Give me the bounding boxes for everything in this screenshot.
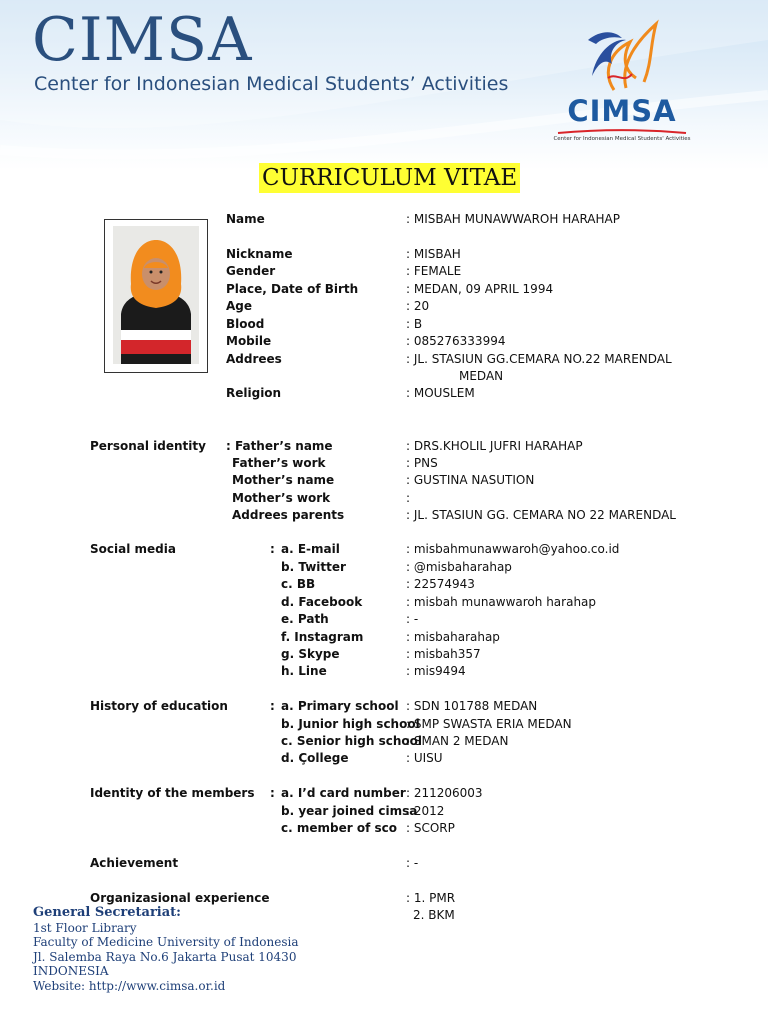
heading-social-media: Social media [90, 542, 176, 556]
cimsa-logo [552, 12, 692, 147]
heading-education: History of education [90, 699, 228, 713]
label-name: Name [226, 212, 265, 226]
value-birth: : MEDAN, 09 APRIL 1994 [406, 282, 554, 296]
cimsa-emblem-icon [552, 12, 692, 97]
logo-subtext: Center for Indonesian Medical Students' Activities [553, 136, 691, 142]
label-email: a. E-mail [281, 542, 340, 556]
label-address: Addrees [226, 352, 282, 366]
heading-personal-identity: Personal identity [90, 439, 206, 453]
label-mothers-name: Mother’s name [232, 473, 335, 487]
value-facebook: : misbah munawwaroh harahap [406, 595, 597, 609]
value-member-sco: : SCORP [406, 821, 455, 835]
value-blood: : B [406, 317, 423, 331]
label-bb: c. BB [281, 577, 316, 591]
value-twitter: : @misbaharahap [406, 560, 512, 574]
label-line: h. Line [281, 664, 327, 678]
social-media-colon: : [270, 542, 275, 556]
document-title: CURRICULUM VITAE [259, 163, 520, 193]
value-fathers-work: : PNS [406, 456, 438, 470]
label-instagram: f. Instagram [281, 630, 364, 644]
label-parents-address: Addrees parents [232, 508, 345, 522]
label-mothers-work: Mother’s work [232, 491, 331, 505]
label-primary-school: a. Primary school [281, 699, 399, 713]
value-mobile: : 085276333994 [406, 334, 506, 348]
value-address-line2: MEDAN [459, 369, 504, 383]
value-fathers-name: : DRS.KHOLIL JUFRI HARAHAP [406, 439, 583, 453]
value-mothers-name: : GUSTINA NASUTION [406, 473, 535, 487]
education-colon: : [270, 699, 275, 713]
value-id-card: : 211206003 [406, 786, 483, 800]
logo-underline [552, 129, 692, 135]
value-junior-high: : SMP SWASTA ERIA MEDAN [406, 717, 572, 731]
heading-organizational: Organizasional experience [90, 891, 270, 905]
label-fathers-name: : Father’s name [226, 439, 333, 453]
footer-line-4: INDONESIA [33, 964, 109, 978]
value-line: : mis9494 [406, 664, 466, 678]
footer-website: Website: http://www.cimsa.or.id [33, 978, 226, 993]
membership-colon: : [270, 786, 275, 800]
footer-address [33, 906, 299, 993]
label-gender: Gender [226, 264, 276, 278]
label-birth: Place, Date of Birth [226, 282, 359, 296]
footer-line-3: Jl. Salemba Raya No.6 Jakarta Pusat 10430 [33, 949, 297, 964]
value-instagram: : misbaharahap [406, 630, 500, 644]
label-senior-high: c. Senior high school [281, 734, 422, 748]
label-blood: Blood [226, 317, 265, 331]
value-gender: : FEMALE [406, 264, 462, 278]
value-organizational-2: 2. BKM [413, 908, 455, 922]
value-email: : misbahmunawwaroh@yahoo.co.id [406, 542, 620, 556]
label-member-sco: c. member of sco [281, 821, 397, 835]
profile-photo [113, 226, 199, 364]
value-parents-address: : JL. STASIUN GG. CEMARA NO 22 MARENDAL [406, 508, 676, 522]
label-path: e. Path [281, 612, 329, 626]
label-junior-high: b. Junior high school [281, 717, 420, 731]
value-path: : - [406, 612, 419, 626]
value-religion: : MOUSLEM [406, 386, 475, 400]
value-achievement: : - [406, 856, 419, 870]
value-skype: : misbah357 [406, 647, 481, 661]
profile-photo-frame [104, 219, 208, 373]
label-facebook: d. Facebook [281, 595, 363, 609]
heading-membership: Identity of the members [90, 786, 255, 800]
label-nickname: Nickname [226, 247, 293, 261]
value-age: : 20 [406, 299, 430, 313]
logo-text: CIMSA [567, 94, 677, 128]
value-mothers-work: : [406, 491, 411, 505]
footer-line-2: Faculty of Medicine University of Indonesia [33, 935, 299, 949]
heading-achievement: Achievement [90, 856, 179, 870]
label-age: Age [226, 299, 253, 313]
brand-subtitle: Center for Indonesian Medical Students’ Activities [34, 73, 509, 95]
label-twitter: b. Twitter [281, 560, 346, 574]
label-college: d. Çollege [281, 751, 349, 765]
label-skype: g. Skype [281, 647, 340, 661]
brand-title: CIMSA [32, 5, 253, 75]
value-name: : MISBAH MUNAWWAROH HARAHAP [406, 212, 620, 226]
value-nickname: : MISBAH [406, 247, 461, 261]
footer-line-1: 1st Floor Library [33, 920, 137, 935]
label-fathers-work: Father’s work [232, 456, 326, 470]
value-address: : JL. STASIUN GG.CEMARA NO.22 MARENDAL [406, 352, 672, 366]
value-year-joined: : 2012 [406, 804, 445, 818]
footer-heading: General Secretariat: [33, 905, 181, 920]
value-bb: : 22574943 [406, 577, 475, 591]
value-primary-school: : SDN 101788 MEDAN [406, 699, 538, 713]
label-year-joined: b. year joined cimsa [281, 804, 418, 818]
value-senior-high: : SMAN 2 MEDAN [406, 734, 509, 748]
label-id-card: a. I’d card number [281, 786, 406, 800]
label-mobile: Mobile [226, 334, 272, 348]
value-college: : UISU [406, 751, 443, 765]
label-religion: Religion [226, 386, 282, 400]
value-organizational-1: : 1. PMR [406, 891, 456, 905]
